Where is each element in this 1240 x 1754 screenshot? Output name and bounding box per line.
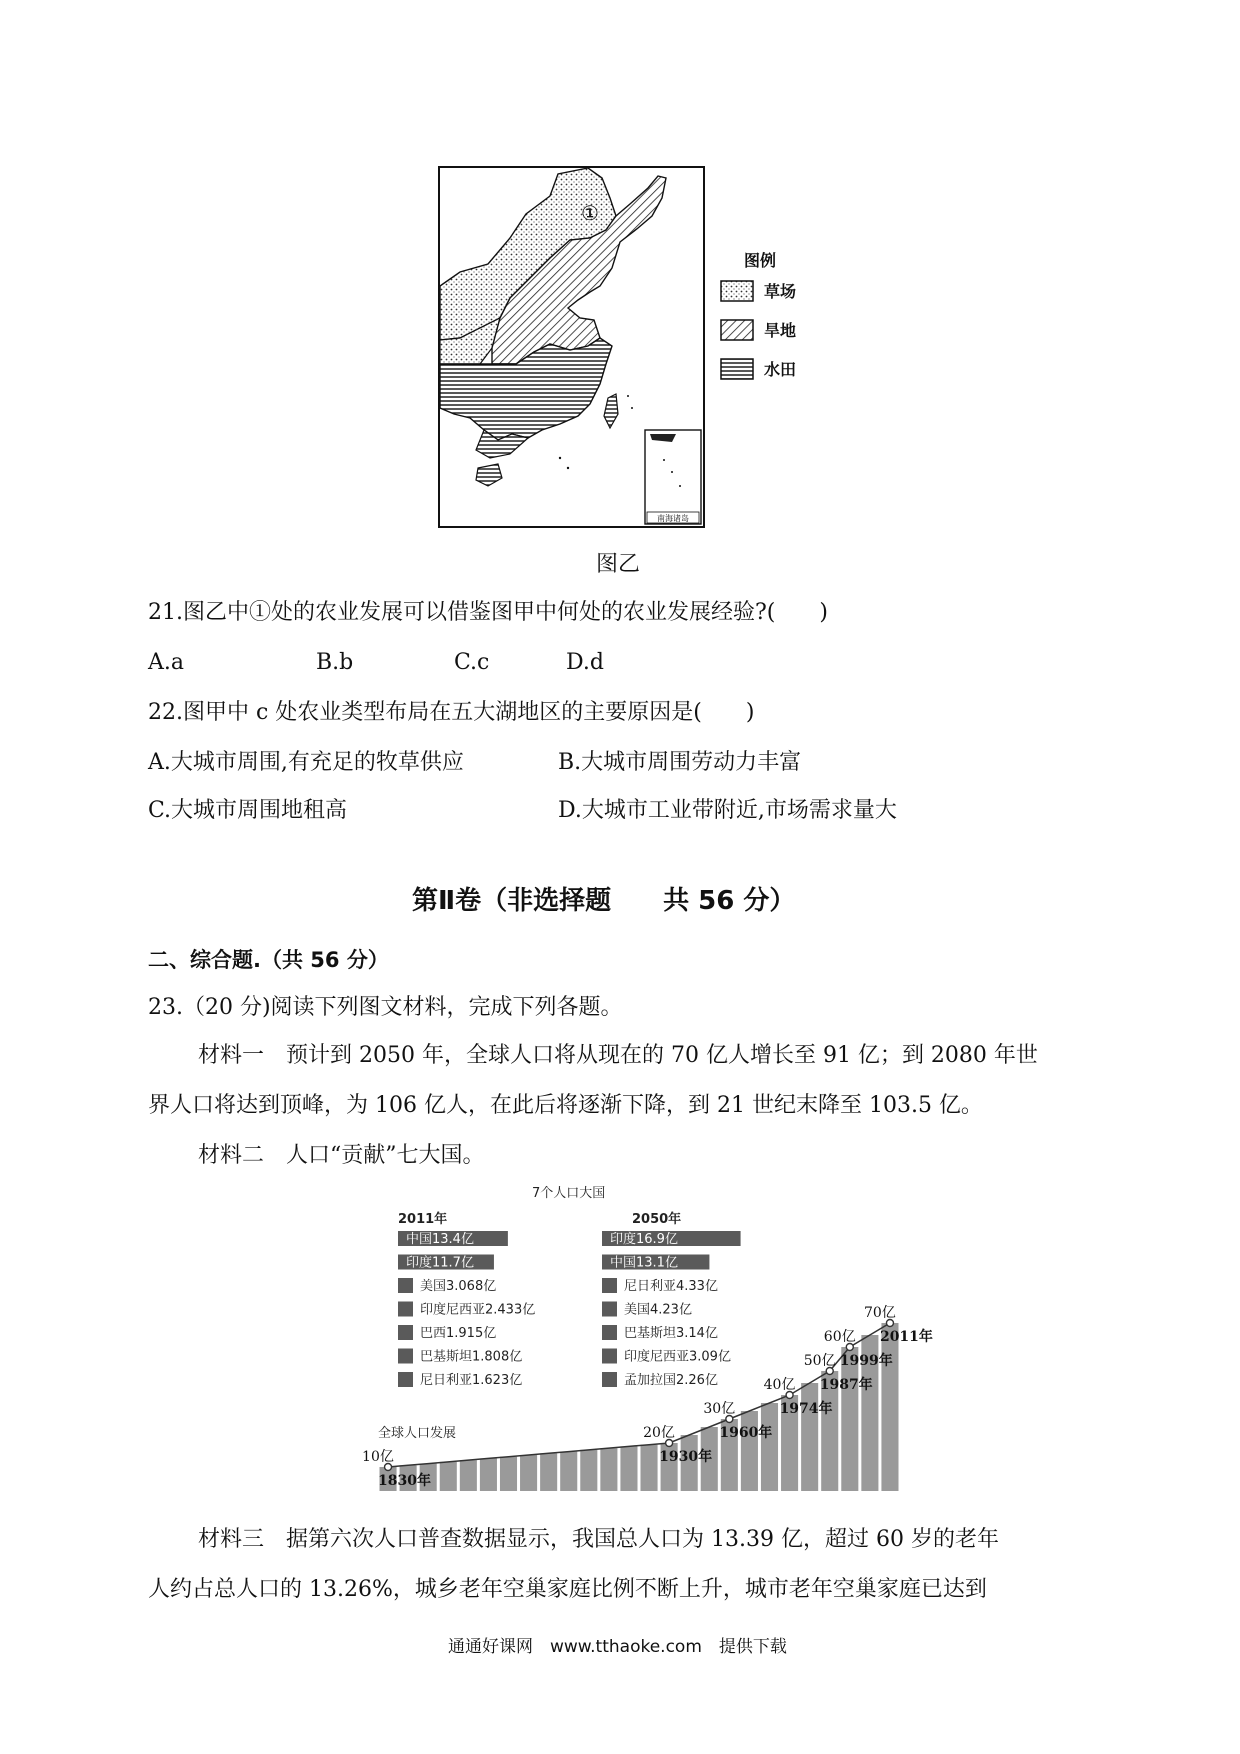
taiwan-island <box>604 394 618 428</box>
growth-year-label: 1987年 <box>819 1377 873 1393</box>
material-3-line-2: 人约占总人口的 13.26%，城乡老年空巢家庭比例不断上升，城市老年空巢家庭已达到 <box>148 1577 987 1602</box>
chart-bar-label: 巴西1.915亿 <box>420 1326 497 1341</box>
chart-bar-label: 印度11.7亿 <box>406 1255 474 1271</box>
legend-item-grassland <box>720 279 796 302</box>
section-2-heading: 二、综合题.（共 56 分） <box>148 948 389 972</box>
chart-bar <box>398 1278 413 1293</box>
chart-bar-label: 印度尼西亚2.433亿 <box>420 1302 536 1318</box>
growth-bar <box>560 1452 577 1491</box>
chart-bar <box>398 1372 413 1387</box>
growth-value-label: 30亿 <box>703 1401 736 1417</box>
china-agriculture-map <box>438 166 705 528</box>
growth-year-label: 1960年 <box>719 1425 773 1441</box>
q21-option-d: D.d <box>566 650 604 675</box>
growth-year-label: 1830年 <box>378 1473 432 1489</box>
chart-bar-label: 中国13.1亿 <box>610 1255 678 1271</box>
growth-value-label: 70亿 <box>863 1305 896 1321</box>
chart-bar-label: 巴基斯坦3.14亿 <box>624 1326 718 1341</box>
chart-bar <box>602 1349 617 1364</box>
chart-bar-label: 中国13.4亿 <box>406 1232 474 1247</box>
legend-label: 水田 <box>764 360 797 379</box>
growth-bar <box>480 1458 497 1491</box>
material-1-line-1: 材料一 预计到 2050 年，全球人口将从现在的 70 亿人增长至 91 亿；到 2080 年世 <box>198 1043 1038 1068</box>
growth-bar <box>620 1446 637 1491</box>
growth-value-label: 10亿 <box>362 1449 394 1465</box>
q21-option-b: B.b <box>316 650 354 675</box>
q21-option-c: C.c <box>454 650 490 675</box>
page-footer: 通通好课网 www.tthaoke.com 提供下载 <box>448 1637 787 1657</box>
growth-bar <box>881 1323 898 1491</box>
growth-bar <box>761 1403 778 1491</box>
chart-bar-label: 印度16.9亿 <box>610 1232 678 1247</box>
south-sea-inset <box>645 430 701 524</box>
question-22-stem: 22.图甲中 c 处农业类型布局在五大湖地区的主要原因是( ) <box>148 700 755 725</box>
material-1-line-2: 界人口将达到顶峰，为 106 亿人，在此后将逐渐下降，到 21 世纪末降至 103.5 亿。 <box>148 1093 983 1118</box>
hainan-island <box>476 464 502 486</box>
chart-bar <box>602 1372 617 1387</box>
growth-bar <box>741 1411 758 1491</box>
growth-bar <box>520 1455 537 1491</box>
question-23-stem: 23.（20 分)阅读下列图文材料，完成下列各题。 <box>148 995 623 1020</box>
chart-bar <box>602 1302 617 1317</box>
chart-title: 7个人口大国 <box>532 1186 606 1201</box>
growth-bar <box>801 1383 818 1491</box>
chart-bar-label: 美国3.068亿 <box>420 1279 497 1294</box>
growth-year-label: 1999年 <box>839 1353 893 1369</box>
chart-bar <box>602 1278 617 1293</box>
q21-option-a: A.a <box>148 650 184 675</box>
legend-label: 草场 <box>764 282 797 301</box>
chart-bar <box>398 1325 413 1340</box>
chart-bar-label: 尼日利亚4.33亿 <box>624 1279 718 1294</box>
chart-bar-label: 尼日利亚1.623亿 <box>420 1373 523 1388</box>
growth-bar <box>460 1460 477 1491</box>
map-drawing <box>440 168 703 526</box>
chart-bar-label: 美国4.23亿 <box>624 1302 692 1318</box>
chart-bar <box>398 1302 413 1317</box>
q22-option-c: C.大城市周围地租高 <box>148 798 348 823</box>
growth-year-label: 1974年 <box>779 1401 833 1417</box>
chart-bar <box>602 1325 617 1340</box>
q22-option-b: B.大城市周围劳动力丰富 <box>558 750 802 775</box>
growth-year-label: 2011年 <box>879 1329 933 1345</box>
legend-item-paddy <box>720 357 796 380</box>
population-chart <box>360 1185 933 1503</box>
chart-bar-label: 孟加拉国2.26亿 <box>624 1373 718 1388</box>
group-2011-label: 2011年 <box>398 1212 448 1227</box>
growth-bar <box>500 1457 517 1491</box>
legend-item-dryland <box>720 318 796 341</box>
dryland-swatch <box>720 319 754 341</box>
growth-bar <box>580 1450 597 1491</box>
question-21-stem: 21.图乙中①处的农业发展可以借鉴图甲中何处的农业发展经验?( ) <box>148 600 828 625</box>
region-marker: ① <box>581 201 599 225</box>
growth-bar <box>641 1445 658 1491</box>
chart-bar-label: 巴基斯坦1.808亿 <box>420 1349 523 1365</box>
paddy-swatch <box>720 358 754 380</box>
chart-bar-label: 印度尼西亚3.09亿 <box>624 1349 731 1365</box>
growth-value-label: 60亿 <box>823 1329 856 1345</box>
growth-value-label: 40亿 <box>763 1377 796 1393</box>
map-caption: 图乙 <box>596 552 641 577</box>
growth-value-label: 50亿 <box>803 1353 836 1369</box>
legend-label: 旱地 <box>764 321 797 340</box>
q22-option-a: A.大城市周围,有充足的牧草供应 <box>148 750 464 775</box>
q22-option-d: D.大城市工业带附近,市场需求量大 <box>558 798 897 823</box>
legend-title: 图例 <box>744 251 777 270</box>
growth-year-label: 1930年 <box>659 1449 713 1465</box>
growth-bar <box>600 1448 617 1491</box>
growth-bar <box>440 1462 457 1491</box>
group-2050-label: 2050年 <box>632 1212 682 1227</box>
section-2-title: 第Ⅱ卷（非选择题 共 56 分） <box>412 886 796 916</box>
map-legend <box>720 248 796 396</box>
material-3-line-1: 材料三 据第六次人口普查数据显示，我国总人口为 13.39 亿，超过 60 岁的老年 <box>198 1527 999 1552</box>
chart-bar <box>398 1349 413 1364</box>
material-2: 材料二 人口“贡献”七大国。 <box>198 1143 485 1168</box>
inset-label: 南海诸岛 <box>657 514 689 523</box>
growth-value-label: 20亿 <box>643 1425 675 1441</box>
growth-bar <box>540 1453 557 1491</box>
growth-title: 全球人口发展 <box>378 1426 457 1441</box>
grassland-swatch <box>720 280 754 302</box>
